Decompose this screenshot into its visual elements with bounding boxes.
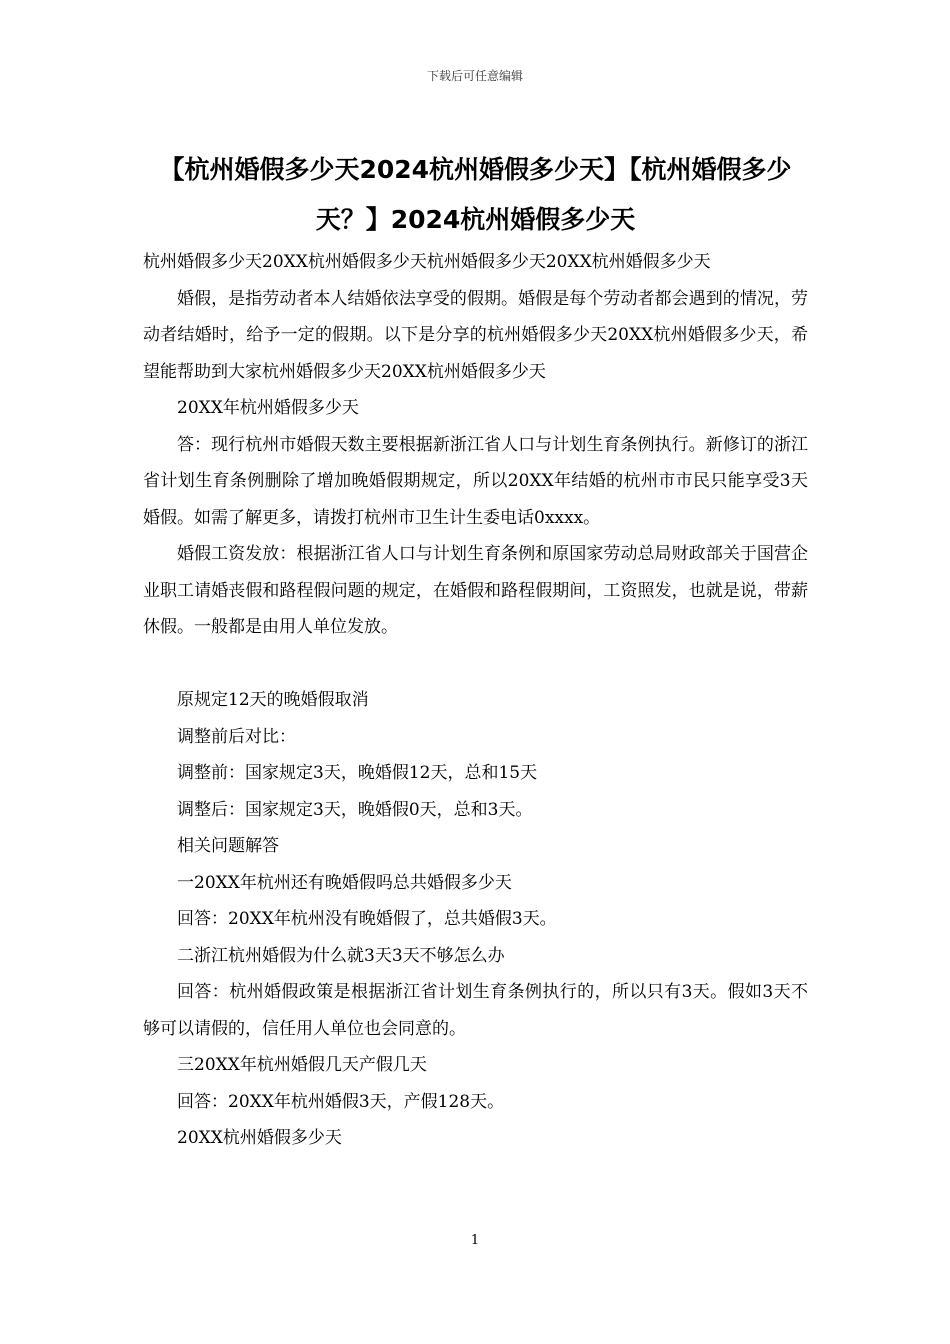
paragraph-line: 调整前后对比： — [177, 726, 296, 747]
document-body — [143, 244, 808, 1157]
paragraph-intro: 婚假，是指劳动者本人结婚依法享受的假期。婚假是每个劳动者都会遇到的情况，劳动者结婚时，给予一定的假期。以下是分享的杭州婚假多少天20XX杭州婚假多少天，希望能帮助到大家杭州婚假多少天20XX杭州婚假多少天 — [143, 288, 808, 382]
paragraph-line: 调整后：国家规定3天，晚婚假0天，总和3天。 — [177, 799, 533, 820]
paragraph-line: 原规定12天的晚婚假取消 — [177, 690, 369, 710]
paragraph-line: 回答：杭州婚假政策是根据浙江省计划生育条例执行的，所以只有3天。假如3天不够可以请假的，信任用人单位也会同意的。 — [143, 982, 808, 1039]
page-number: 1 — [470, 1233, 480, 1248]
paragraph-line: 一20XX年杭州还有晚婚假吗总共婚假多少天 — [177, 872, 512, 893]
document-title: 【杭州婚假多少天2024杭州婚假多少天】【杭州婚假多少天？】2024杭州婚假多少天 — [159, 155, 792, 234]
paragraph-line: 三20XX年杭州婚假几天产假几天 — [177, 1055, 427, 1075]
paragraph-line: 调整前：国家规定3天，晚婚假12天，总和15天 — [177, 763, 538, 783]
paragraph-spacer — [143, 646, 808, 683]
paragraph-line: 二浙江杭州婚假为什么就3天3天不够怎么办 — [177, 945, 505, 966]
paragraph-answer: 答：现行杭州市婚假天数主要根据新浙江省人口与计划生育条例执行。新修订的浙江省计划生育条例删除了增加晚婚假期规定，所以20XX年结婚的杭州市市民只能享受3天婚假。如需了解更多，请拨打杭州市卫生计生委电话0xxxx。 — [143, 434, 808, 528]
header-note: 下载后可任意编辑 — [426, 69, 523, 83]
paragraph-heading: 20XX年杭州婚假多少天 — [177, 398, 359, 418]
paragraph-salary: 婚假工资发放：根据浙江省人口与计划生育条例和原国家劳动总局财政部关于国营企业职工请婚丧假和路程假问题的规定，在婚假和路程假期间，工资照发，也就是说，带薪休假。一般都是由用人单位发放。 — [143, 544, 808, 637]
paragraph-line: 20XX杭州婚假多少天 — [177, 1128, 342, 1148]
document-subtitle: 杭州婚假多少天20XX杭州婚假多少天杭州婚假多少天20XX杭州婚假多少天 — [143, 252, 711, 272]
paragraph-line: 回答：20XX年杭州没有晚婚假了，总共婚假3天。 — [177, 909, 557, 929]
paragraph-line: 相关问题解答 — [177, 836, 279, 856]
paragraph-line: 回答：20XX年杭州婚假3天，产假128天。 — [177, 1091, 505, 1112]
